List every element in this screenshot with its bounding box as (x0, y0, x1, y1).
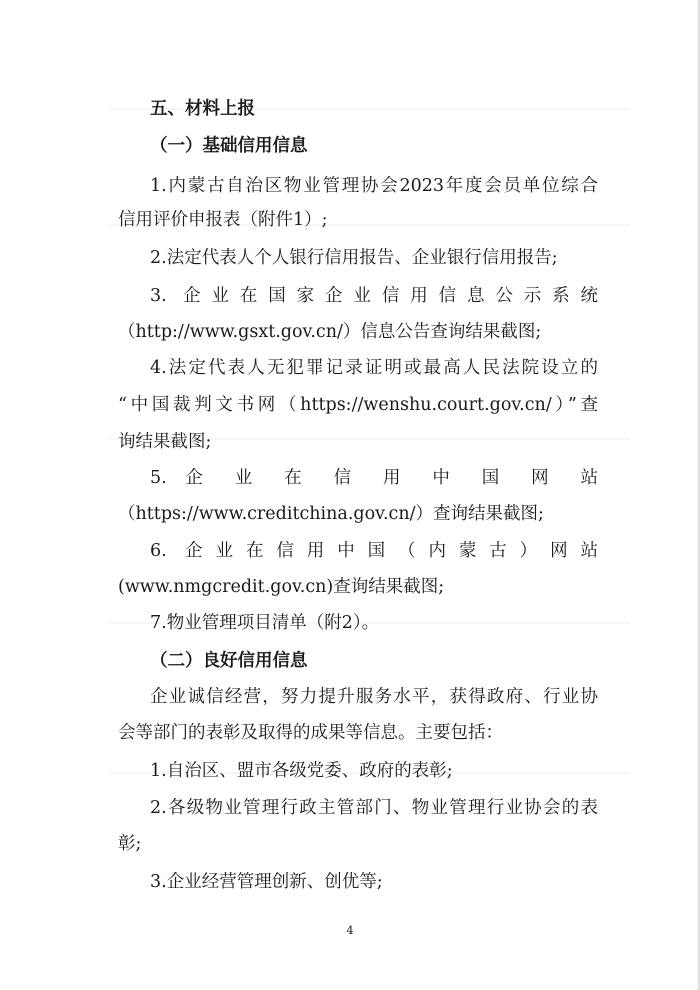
good-intro-cont: 会等部门的表彰及取得的成果等信息。主要包括： (118, 723, 503, 743)
basic-item-2: 2.法定代表人个人银行信用报告、企业银行信用报告; (150, 248, 558, 268)
basic-item-3: 3. 企业在国家企业信用信息公示系统 (150, 286, 598, 306)
page-number: 4 (346, 924, 354, 937)
good-item-1: 1.自治区、盟市各级党委、政府的表彰; (150, 761, 453, 781)
good-item-2: 2.各级物业管理行政主管部门、物业管理行业协会的表 (150, 798, 598, 818)
subsection-title-good: （二）良好信用信息 (150, 651, 308, 671)
basic-item-4: 4.法定代表人无犯罪记录证明或最高人民法院设立的 (150, 358, 598, 378)
basic-item-5: 5. 企 业 在 信 用 中 国 网 站 (150, 468, 598, 488)
basic-item-1: 1.内蒙古自治区物业管理协会2023年度会员单位综合 (150, 176, 598, 196)
basic-item-4-cont2: 询结果截图; (118, 432, 212, 452)
basic-item-7: 7.物业管理项目清单（附2）。 (150, 613, 380, 633)
basic-item-4-cont: “中国裁判文书网（https://wenshu.court.gov.cn/）”查 (118, 395, 598, 415)
basic-item-1-cont: 信用评价申报表（附件1）; (118, 210, 328, 230)
good-intro: 企业诚信经营，努力提升服务水平，获得政府、行业协 (150, 687, 598, 707)
section-title: 五、材料上报 (150, 99, 255, 119)
subsection-title-basic: （一）基础信用信息 (150, 136, 308, 156)
good-item-2-cont: 彰; (118, 834, 142, 854)
basic-item-5-cont: （https://www.creditchina.gov.cn/）查询结果截图; (118, 504, 544, 524)
basic-item-3-cont: （http://www.gsxt.gov.cn/）信息公告查询结果截图; (118, 322, 542, 342)
basic-item-6-cont: (www.nmgcredit.gov.cn)查询结果截图; (118, 577, 445, 597)
basic-item-6: 6. 企业在信用中国（内蒙古）网站 (150, 541, 598, 561)
good-item-3: 3.企业经营管理创新、创优等; (150, 872, 383, 892)
